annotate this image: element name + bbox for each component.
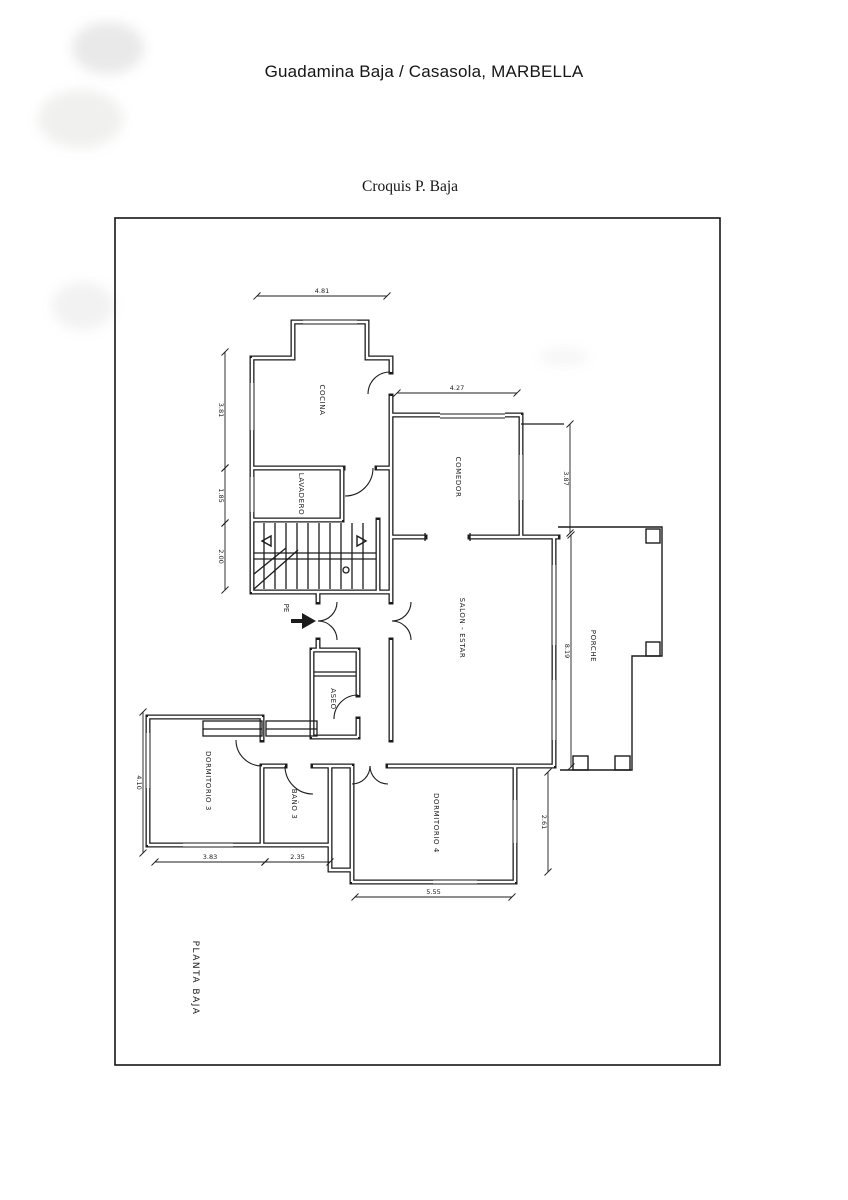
dimension-label: 8.19 [563, 643, 571, 659]
dimension-label: 4.27 [449, 384, 465, 392]
closets [203, 424, 564, 736]
entrance-arrow-icon [291, 613, 316, 629]
room-label: DORMITORIO 4 [432, 793, 440, 853]
dimension-label: 3.83 [202, 853, 218, 861]
dimension-label: 5.55 [426, 888, 441, 896]
dimension-label: 2.35 [290, 853, 305, 861]
room-label: BAÑO 3 [290, 788, 298, 820]
dimension-label: 2.00 [217, 549, 225, 564]
plan-frame [115, 218, 720, 1065]
room-label: DORMITORIO 3 [204, 751, 212, 811]
plan-caption: Croquis P. Baja [361, 178, 459, 195]
porch-pillar [573, 756, 588, 770]
staircase [254, 523, 376, 589]
stair-direction-arrow [357, 536, 366, 546]
porch-pillar [646, 642, 660, 656]
document-title: Guadamina Baja / Casasola, MARBELLA [264, 62, 584, 81]
dimension-label: 4.10 [135, 775, 143, 790]
porch-pillar [615, 756, 630, 770]
room-label: COCINA [318, 384, 326, 416]
dimension-label: 3.87 [562, 471, 570, 486]
dimension-label: 2.61 [540, 814, 548, 830]
room-label: SALON - ESTAR [458, 597, 466, 659]
room-label: COMEDOR [454, 456, 462, 498]
entrance-label: PE [282, 603, 290, 613]
dimension-label: 3.81 [217, 402, 225, 418]
dimension-label: 1.85 [217, 488, 225, 503]
room-label: PORCHE [589, 629, 597, 663]
dimension-label: 4.81 [314, 287, 330, 295]
porch-pillar [646, 529, 660, 543]
room-label: ASEO [329, 688, 337, 710]
porch-outline [558, 527, 662, 770]
floor-label: PLANTA BAJA [190, 940, 200, 1016]
entrance-marker [282, 604, 316, 629]
room-label: LAVADERO [297, 472, 305, 516]
stair-post [343, 567, 349, 573]
